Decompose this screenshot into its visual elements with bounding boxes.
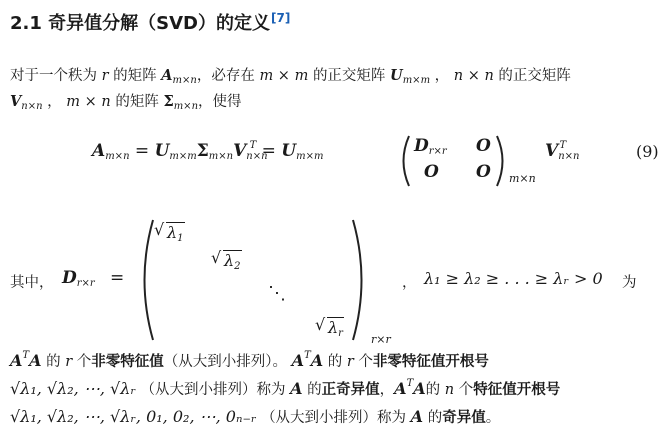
- text-segment: ，使得: [198, 94, 242, 110]
- eigenvalue-condition: λ₁ ≥ λ₂ ≥ . . . ≥ λᵣ > 0: [424, 269, 603, 288]
- sqrt-sequence: √λ₁, √λ₂, ⋯, √λᵣ: [10, 379, 136, 398]
- math-V-nxn: $V_{n\times n}$: [10, 93, 43, 112]
- text-segment: 的矩阵: [115, 94, 159, 110]
- sqrt-sequence-2: √λ₁, √λ₂, ⋯, √λᵣ: [10, 407, 136, 426]
- equation-number: (9): [636, 142, 659, 161]
- keyword-singular-values: 奇异值: [442, 410, 486, 426]
- math-r: r: [101, 68, 109, 84]
- text-segment: 对于一个秩为: [10, 68, 97, 84]
- paragraph-line-2: [10, 90, 242, 112]
- dmatrix-right-paren: [350, 218, 372, 342]
- block-O-bottom-right: O: [476, 162, 491, 182]
- keyword-positive-singular-values: 正奇异值: [321, 382, 380, 398]
- equals-sign: =: [110, 268, 125, 288]
- right-paren: [494, 134, 510, 188]
- math-mxn: m × n: [66, 94, 111, 110]
- math-V-T: $V_{n\times n}^T$: [545, 140, 580, 162]
- keyword-nonzero-eigenvalues: 非零特征值: [91, 354, 164, 370]
- sqrt-lambda-2: √ $\lambda_2$: [212, 251, 242, 272]
- definition-line-1: $A^TA$ 的 r 个非零特征值（从大到小排列）。 $A^TA$ 的 r 个非零特征值开根号: [10, 350, 489, 370]
- text-segment: 的正交矩阵: [312, 68, 386, 84]
- block-O-top: O: [476, 136, 491, 156]
- condition-tail: 为: [622, 275, 637, 291]
- keyword-eigen-sqrt: 特征值开根号: [473, 382, 561, 398]
- block-O-bottom-left: O: [424, 162, 439, 182]
- sqrt-lambda-1: √ $\lambda_1$: [155, 223, 185, 244]
- text-segment: ，: [434, 68, 450, 84]
- section-title-text: 2.1 奇异值分解（SVD）的定义: [10, 13, 270, 34]
- block-D: $D_{r\times r}$: [414, 136, 447, 157]
- condition-comma: ，: [402, 275, 417, 291]
- diagonal-dots: ⋱: [268, 283, 286, 304]
- text-segment: ，必存在: [196, 68, 255, 84]
- keyword-nonzero-eigen-sqrt: 非零特征值开根号: [372, 354, 489, 370]
- math-Sigma-mxn: $\Sigma_{m\times n}$: [163, 93, 199, 112]
- definition-line-3: √λ₁, √λ₂, ⋯, √λᵣ, 0₁, 0₂, ⋯, 0ₙ₋ᵣ （从大到小排列）称为 A 的奇异值。: [10, 407, 501, 426]
- dmatrix-left-paren: [134, 218, 156, 342]
- left-paren: [396, 134, 412, 188]
- svd-equation: $A_{m\times n} = U_{m\times m}\Sigma_{m\times n}V_{n\times n}^T = U_{m\times m}$: [92, 140, 324, 162]
- math-nxn: n × n: [453, 68, 494, 84]
- dmatrix-subscript: r×r: [371, 333, 391, 346]
- section-title: [10, 9, 290, 35]
- math-A-mxn: $A_{m\times n}$: [161, 67, 197, 86]
- paragraph-line-1: [10, 64, 571, 86]
- text-segment: 的正交矩阵: [498, 68, 571, 84]
- math-mxm: m × m: [259, 68, 309, 84]
- dmatrix-label: 其中，: [10, 275, 54, 291]
- definition-line-2: √λ₁, √λ₂, ⋯, √λᵣ （从大到小排列）称为 A 的正奇异值，$A^TA$的 n 个特征值开根号: [10, 378, 561, 398]
- math-U-mxm: $U_{m\times m}$: [390, 67, 431, 86]
- sqrt-lambda-r: √ $\lambda_r$: [316, 318, 344, 339]
- text-segment: ，: [47, 94, 62, 110]
- block-subscript: m×n: [509, 172, 536, 185]
- zero-sequence: 0₁, 0₂, ⋯, 0ₙ₋ᵣ: [146, 407, 257, 426]
- citation-link[interactable]: [7]: [271, 11, 291, 25]
- text-segment: 的矩阵: [113, 68, 157, 84]
- math-D-rxr: $D_{r\times r}$: [62, 268, 95, 289]
